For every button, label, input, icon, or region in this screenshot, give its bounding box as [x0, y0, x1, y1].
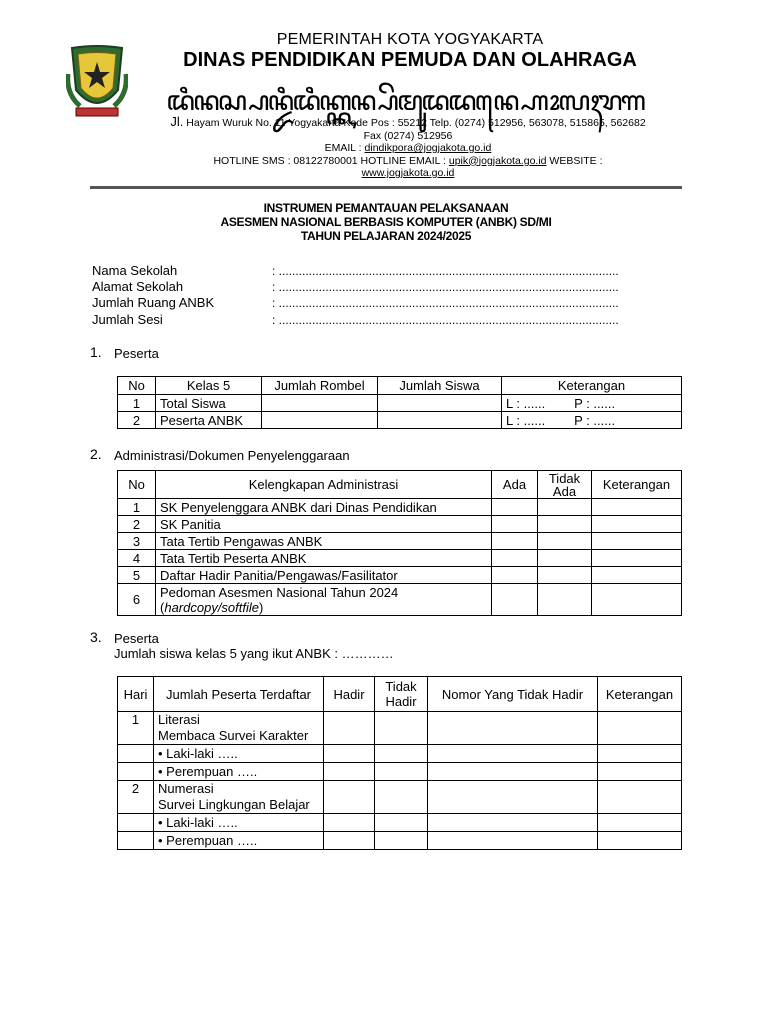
row-hari: 1 [118, 712, 154, 745]
kehadiran-table [117, 676, 682, 850]
row-male: • Laki-laki ….. [154, 814, 324, 832]
cell-ada[interactable] [492, 567, 538, 584]
row-no: 6 [118, 584, 156, 616]
cell-nomor[interactable] [428, 763, 598, 781]
cell-keterangan[interactable]: L : ...... P : ...... [502, 412, 682, 429]
table-row [118, 533, 682, 550]
cell-tidak-hadir[interactable] [375, 832, 428, 850]
row-subject: Literasi Membaca Survei Karakter [154, 712, 324, 745]
col-header-no: No [118, 471, 156, 499]
cell-nomor[interactable] [428, 814, 598, 832]
field-label-nama-sekolah: Nama Sekolah [92, 263, 178, 278]
cell-hadir[interactable] [324, 712, 375, 745]
cell-hadir[interactable] [324, 745, 375, 763]
row-item-note: (hardcopy/softfile) [160, 599, 264, 615]
cell-rombel[interactable] [262, 395, 378, 412]
section-3-number: 3. [90, 629, 102, 645]
cell-keterangan[interactable] [592, 533, 682, 550]
title-line-3: TAHUN PELAJARAN 2024/2025 [300, 229, 472, 243]
cell-keterangan[interactable] [598, 763, 682, 781]
table-row [118, 584, 682, 616]
cell-tidak-hadir[interactable] [375, 814, 428, 832]
row-no: 2 [118, 412, 156, 429]
cell-hadir[interactable] [324, 763, 375, 781]
row-hari: 2 [118, 781, 154, 814]
field-label-alamat-sekolah: Alamat Sekolah [92, 279, 184, 294]
col-header-keterangan: Keterangan [502, 377, 682, 395]
cell-keterangan[interactable] [592, 584, 682, 616]
cell-ada[interactable] [492, 499, 538, 516]
table-row [118, 499, 682, 516]
table-row [118, 550, 682, 567]
table-row [118, 745, 682, 763]
section-2-label: Administrasi/Dokumen Penyelenggaraan [114, 448, 350, 463]
section-2-number: 2. [90, 446, 102, 462]
cell-keterangan[interactable]: L : ...... P : ...... [502, 395, 682, 412]
col-header-hadir: Hadir [324, 677, 375, 712]
row-item: SK Panitia [156, 516, 492, 533]
field-value-alamat-sekolah[interactable]: : ...................................................................................................... [272, 280, 619, 294]
cell-keterangan[interactable] [592, 516, 682, 533]
section-3-note: Jumlah siswa kelas 5 yang ikut ANBK : ………… [114, 646, 394, 661]
cell-keterangan[interactable] [598, 745, 682, 763]
row-item: Tata Tertib Peserta ANBK [156, 550, 492, 567]
row-kelas: Peserta ANBK [156, 412, 262, 429]
fax-line: Fax (0274) 512956 [363, 129, 453, 142]
table-row [118, 395, 682, 412]
cell-rombel[interactable] [262, 412, 378, 429]
field-value-nama-sekolah[interactable]: : ...................................................................................................... [272, 264, 619, 278]
table-row [118, 712, 682, 745]
yogyakarta-coat-of-arms-icon [66, 44, 128, 120]
cell-keterangan[interactable] [598, 814, 682, 832]
table-row [118, 814, 682, 832]
government-name: PEMERINTAH KOTA YOGYAKARTA [276, 31, 544, 48]
row-no: 3 [118, 533, 156, 550]
letterhead-address [132, 116, 684, 180]
col-header-no: No [118, 377, 156, 395]
row-subject: Numerasi Survei Lingkungan Belajar [154, 781, 324, 814]
col-header-keterangan: Keterangan [598, 677, 682, 712]
row-item: Daftar Hadir Panitia/Pengawas/Fasilitator [156, 567, 492, 584]
col-header-nomor-tidak-hadir: Nomor Yang Tidak Hadir [428, 677, 598, 712]
cell-nomor[interactable] [428, 712, 598, 745]
row-male: • Laki-laki ….. [154, 745, 324, 763]
table-row [118, 412, 682, 429]
title-line-2: ASESMEN NASIONAL BERBASIS KOMPUTER (ANBK) SD/MI [220, 215, 552, 229]
department-name: DINAS PENDIDIKAN PEMUDA DAN OLAHRAGA [183, 49, 637, 71]
cell-keterangan[interactable] [592, 499, 682, 516]
cell-tidak-hadir[interactable] [375, 745, 428, 763]
hotline-text: HOTLINE SMS : 08122780001 HOTLINE EMAIL : [213, 154, 449, 167]
cell-nomor[interactable] [428, 832, 598, 850]
col-header-hari: Hari [118, 677, 154, 712]
section-3-label: Peserta [114, 631, 159, 646]
table-row [118, 763, 682, 781]
table-row [118, 832, 682, 850]
cell-hadir[interactable] [324, 814, 375, 832]
cell-tidak-ada[interactable] [538, 516, 592, 533]
cell-ada[interactable] [492, 533, 538, 550]
row-item-title: Pedoman Asesmen Nasional Tahun 2024 [160, 584, 399, 600]
document-title [90, 201, 682, 243]
cell-siswa[interactable] [378, 412, 502, 429]
address-prefix: Jl. [170, 114, 184, 129]
cell-keterangan[interactable] [592, 550, 682, 567]
cell-hadir[interactable] [324, 781, 375, 814]
cell-hadir[interactable] [324, 832, 375, 850]
row-no: 2 [118, 516, 156, 533]
cell-keterangan[interactable] [592, 567, 682, 584]
row-item: SK Penyelenggara ANBK dari Dinas Pendidikan [156, 499, 492, 516]
cell-tidak-ada[interactable] [538, 533, 592, 550]
col-header-rombel: Jumlah Rombel [262, 377, 378, 395]
cell-tidak-ada[interactable] [538, 499, 592, 516]
col-header-keterangan: Keterangan [592, 471, 682, 499]
col-header-kelas: Kelas 5 [156, 377, 262, 395]
field-label-jumlah-ruang: Jumlah Ruang ANBK [92, 295, 215, 310]
col-header-tidak-ada: Tidak Ada [538, 471, 592, 499]
website-link[interactable]: www.jogjakota.go.id [361, 167, 455, 179]
section-1-number: 1. [90, 344, 102, 360]
website-label: WEBSITE : [546, 154, 603, 167]
cell-tidak-ada[interactable] [538, 550, 592, 567]
letterhead-divider [90, 186, 682, 189]
col-header-siswa: Jumlah Siswa [378, 377, 502, 395]
section-1-label: Peserta [114, 346, 159, 361]
email-link[interactable]: dindikpora@jogjakota.go.id [364, 142, 492, 154]
row-item: Tata Tertib Pengawas ANBK [156, 533, 492, 550]
row-no: 5 [118, 567, 156, 584]
cell-nomor[interactable] [428, 745, 598, 763]
administrasi-table [117, 470, 682, 616]
col-header-kelengkapan: Kelengkapan Administrasi [156, 471, 492, 499]
hotline-email-link[interactable]: upik@jogjakota.go.id [448, 154, 547, 167]
col-header-ada: Ada [492, 471, 538, 499]
cell-tidak-hadir[interactable] [375, 781, 428, 814]
cell-ada[interactable] [492, 516, 538, 533]
col-header-tidak-hadir: Tidak Hadir [375, 677, 428, 712]
cell-ada[interactable] [492, 584, 538, 616]
email-label: EMAIL : [324, 142, 365, 154]
table-row [118, 516, 682, 533]
cell-keterangan[interactable] [598, 712, 682, 745]
javanese-script-line: ꦢꦶꦤꦱ꧀ꦥꦤ꧀ꦢꦶꦢꦶꦏ꧀ꦏꦤ꧀ꦥꦼꦩꦸꦢꦢꦤ꧀ꦲꦺꦴꦭꦃꦫꦒ [166, 86, 644, 117]
cell-keterangan[interactable] [598, 781, 682, 814]
cell-ada[interactable] [492, 550, 538, 567]
cell-keterangan[interactable] [598, 832, 682, 850]
row-no: 1 [118, 499, 156, 516]
cell-tidak-ada[interactable] [538, 567, 592, 584]
title-line-1: INSTRUMEN PEMANTAUAN PELAKSANAAN [263, 201, 509, 215]
address-line: Hayam Wuruk No. 11 Yogyakarta Kode Pos : 55212 Telp. (0274) 512956, 563078, 515865, 562682 [183, 117, 646, 129]
col-header-jumlah-peserta: Jumlah Peserta Terdaftar [154, 677, 324, 712]
cell-siswa[interactable] [378, 395, 502, 412]
cell-nomor[interactable] [428, 781, 598, 814]
table-row [118, 781, 682, 814]
field-label-jumlah-sesi: Jumlah Sesi [92, 312, 163, 327]
field-value-jumlah-sesi[interactable]: : ...................................................................................................... [272, 313, 619, 327]
row-female: • Perempuan ….. [154, 832, 324, 850]
row-female: • Perempuan ….. [154, 763, 324, 781]
row-kelas: Total Siswa [156, 395, 262, 412]
table-row [118, 567, 682, 584]
cell-tidak-hadir[interactable] [375, 763, 428, 781]
field-value-jumlah-ruang[interactable]: : ...................................................................................................... [272, 296, 619, 310]
row-no: 1 [118, 395, 156, 412]
cell-tidak-ada[interactable] [538, 584, 592, 616]
row-item [156, 584, 492, 616]
cell-tidak-hadir[interactable] [375, 712, 428, 745]
row-no: 4 [118, 550, 156, 567]
peserta-table [117, 376, 682, 429]
